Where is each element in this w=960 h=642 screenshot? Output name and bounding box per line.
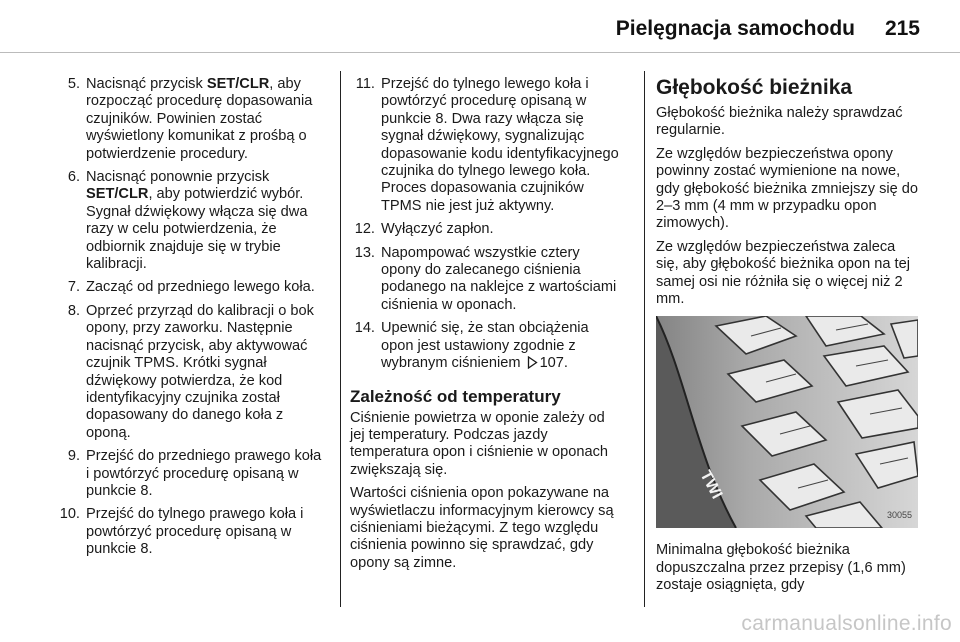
arrow-ref-icon[interactable] — [527, 356, 538, 374]
step-number: 5. — [67, 76, 80, 92]
step-text: Upewnić się, że stan obciążenia opon jest ustawiony zgodnie z wybranym ciśnieniem — [381, 320, 589, 372]
step-text: Napompować wszystkie cztery opony do zalecanego ciśnienia podanego na naklejce z wartościami ciśnienia w oponach. — [381, 244, 617, 313]
step-text: Przejść do przedniego prawego koła i powtórzyć procedurę opisaną w punkcie 8. — [86, 448, 322, 499]
step-text: Przejść do tylnego prawego koła i powtórzyć procedurę opisaną w punkcie 8. — [86, 506, 304, 558]
step-text: Wyłączyć zapłon. — [381, 221, 494, 238]
column-divider-2 — [644, 71, 645, 607]
step-number: 6. — [67, 169, 80, 186]
step-item — [350, 221, 620, 238]
step-item — [350, 320, 620, 374]
twi-label: TWI — [696, 468, 726, 503]
page-number: 215 — [884, 17, 920, 40]
step-item — [55, 76, 323, 163]
step-item — [55, 279, 323, 296]
step-text-pre: Nacisnąć przycisk — [86, 76, 207, 92]
step-number: 8. — [67, 302, 80, 319]
tire-tread-figure — [656, 316, 918, 528]
paragraph: Ze względów bezpieczeństwa opony powinny zostać wymienione na nowe, gdy głębokość bieżnika zmniejszy się do 2–3 mm (4 mm w przypadku opon zimowych). — [656, 145, 919, 232]
page-header — [0, 0, 960, 52]
column-1 — [55, 76, 323, 565]
header-rule — [0, 52, 960, 53]
page-reference[interactable]: 107. — [539, 355, 568, 372]
column-3 — [656, 76, 922, 601]
steps-list-1 — [55, 76, 323, 559]
paragraph: Wartości ciśnienia opon pokazywane na wyświetlaczu informacyjnym kierowcy są ciśnieniami bieżącymi. Z tego względu ciśnienia powinno się sprawdzać, gdy opony są zimne. — [350, 485, 614, 571]
steps-list-2 — [350, 76, 620, 375]
column-divider-1 — [340, 71, 341, 607]
step-text: Zacząć od przedniego lewego koła. — [86, 279, 315, 296]
step-item — [55, 169, 323, 273]
paragraph: Minimalna głębokość bieżnika dopuszczalna przez przepisy (1,6 mm) zostaje osiągnięta, gdy — [656, 542, 906, 594]
step-number: 10. — [59, 506, 80, 523]
step-text-pre: Nacisnąć ponownie przycisk — [86, 169, 270, 186]
button-name: SET/CLR — [86, 186, 149, 203]
paragraph: Głębokość bieżnika należy sprawdzać regularnie. — [656, 105, 903, 139]
step-number: 13. — [354, 244, 375, 261]
button-name: SET/CLR — [206, 76, 270, 92]
step-number: 14. — [354, 320, 375, 337]
section-heading: Głębokość bieżnika — [656, 76, 853, 99]
step-number: 12. — [354, 221, 375, 238]
step-number: 9. — [67, 448, 80, 465]
step-text-post: , aby rozpocząć procedurę dopasowania czujników. Powinien zostać wyświetlony komunikat z prośbą o potwierdzenie procedury. — [86, 76, 313, 162]
step-item — [350, 245, 620, 315]
column-2 — [350, 76, 620, 578]
paragraph: Ciśnienie powietrza w oponie zależy od jej temperatury. Podczas jazdy temperatura opon i ciśnienie w oponach zwiększają się. — [350, 409, 608, 478]
step-text-post: , aby potwierdzić wybór. Sygnał dźwiękowy włącza się dwa razy w celu potwierdzenia, że odbiornik znajduje się w trybie kalibracji. — [86, 186, 308, 273]
paragraph: Ze względów bezpieczeństwa zaleca się, aby głębokość bieżnika opon na tej samej osi nie różniła się o więcej niż 2 mm. — [656, 238, 910, 308]
step-item — [55, 448, 323, 500]
subheading-temperature: Zależność od temperatury — [350, 386, 561, 406]
figure-id: 30055 — [886, 510, 912, 521]
watermark: carmanualsonline.info — [741, 612, 952, 635]
tire-tread-illustration — [656, 316, 918, 528]
page-title: Pielęgnacja samochodu — [615, 17, 855, 40]
step-number: 11. — [355, 76, 375, 92]
step-item — [55, 506, 323, 558]
step-text: Oprzeć przyrząd do kalibracji o bok opony, przy zaworku. Następnie nacisnąć przycisk, aby aktywować czujnik TPMS. Krótki sygnał dźwiękowy potwierdza, że kod identyfikacyjny czujnika został dopasowany do danego koła z oponą. — [86, 302, 314, 441]
step-number: 7. — [67, 279, 80, 296]
step-item — [350, 76, 620, 215]
step-item — [55, 303, 323, 442]
step-text: Przejść do tylnego lewego koła i powtórzyć procedurę opisaną w punkcie 8. Dwa razy włącza się sygnał dźwiękowy, sygnalizując dopasowanie kodu identyfikacyjnego czujnika do tylnego lewego koła. Proces dopasowania czujników TPMS nie jest już aktywny. — [381, 76, 619, 214]
